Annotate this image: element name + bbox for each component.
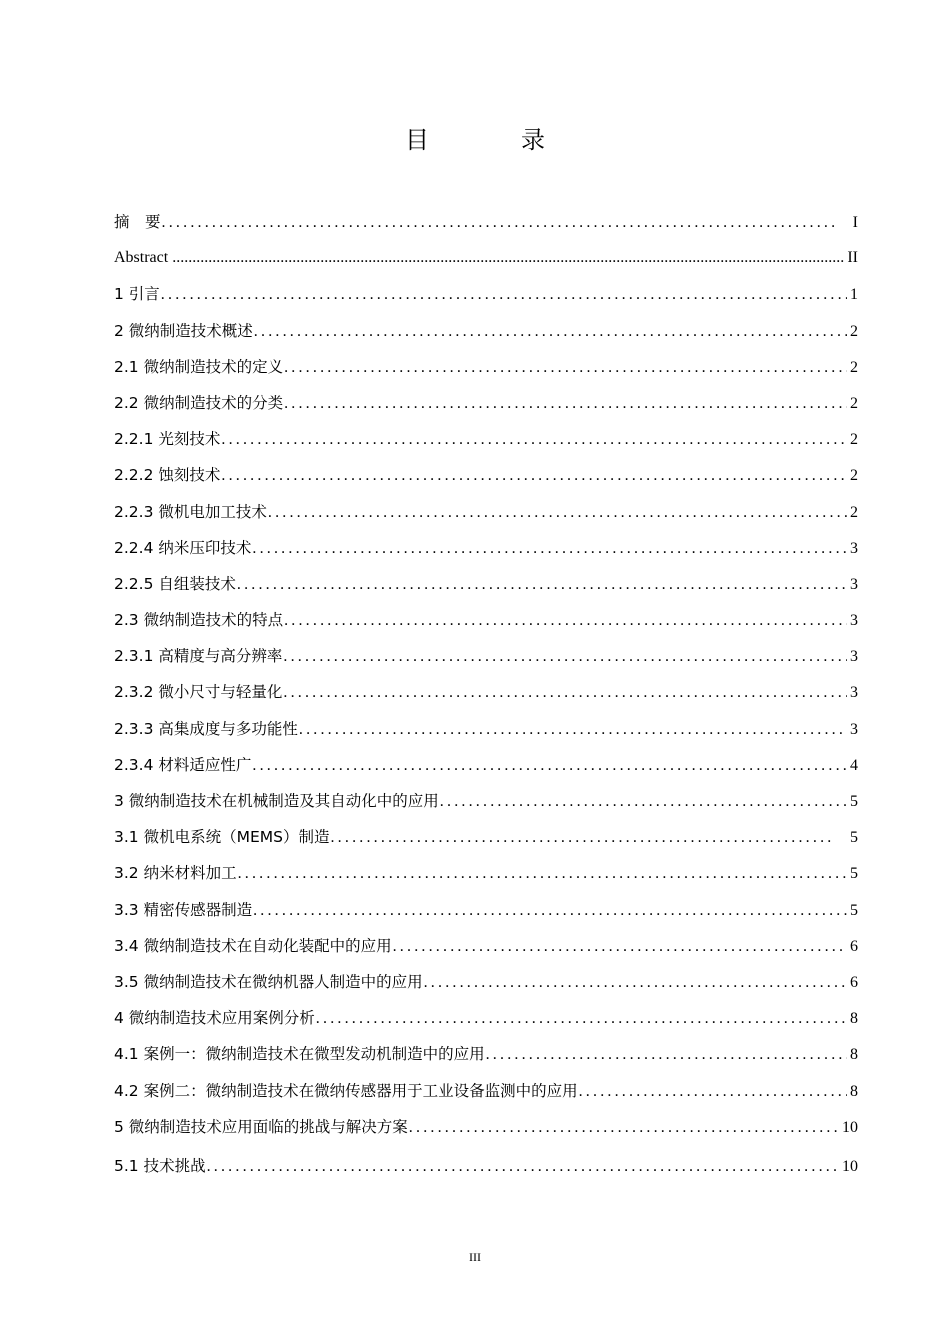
toc-entry-label: 2.2.3 微机电加工技术: [114, 502, 267, 521]
dot-leader: [252, 756, 847, 776]
dot-leader: [254, 322, 847, 342]
dot-leader: [284, 394, 847, 414]
toc-entry-page: 8: [850, 1010, 858, 1028]
toc-entry-label: 3.5 微纳制造技术在微纳机器人制造中的应用: [114, 972, 423, 991]
dot-leader: [440, 792, 847, 812]
toc-entry-page: 3: [850, 575, 858, 593]
toc-entry-label: Abstract: [114, 249, 169, 267]
toc-entry-page: 5: [850, 865, 858, 883]
toc-entry[interactable]: [114, 610, 858, 646]
toc-entry[interactable]: [114, 429, 858, 465]
toc-entry[interactable]: [114, 574, 858, 610]
toc-entry-page: 10: [842, 1118, 858, 1136]
toc-entry[interactable]: [114, 900, 858, 936]
toc-title: 目 录: [405, 126, 579, 154]
toc-entry-label: 2.3.2 微小尺寸与轻量化: [114, 683, 283, 702]
toc-entry-label: 2.1 微纳制造技术的定义: [114, 357, 284, 376]
dot-leader: [393, 937, 847, 957]
dot-leader: [221, 430, 847, 450]
toc-entry[interactable]: [114, 321, 858, 357]
toc-entry-label: 3.2 纳米材料加工: [114, 864, 237, 883]
toc-entry-label: 5.1 技术挑战: [114, 1156, 206, 1175]
toc-entry-page: 3: [850, 539, 858, 557]
dot-leader: [161, 285, 847, 305]
toc-entry-page: 3: [850, 720, 858, 738]
page-number: III: [469, 1250, 481, 1264]
toc-entry-page: 3: [850, 684, 858, 702]
toc-entry-page: 2: [850, 431, 858, 449]
toc-entry[interactable]: [114, 1008, 858, 1044]
toc-entry-label: 2.3.3 高集成度与多功能性: [114, 719, 298, 738]
toc-entry-label: 2.3 微纳制造技术的特点: [114, 611, 284, 630]
toc-entry-label: 2.2.2 蚀刻技术: [114, 466, 221, 485]
dot-leader: [252, 539, 847, 559]
toc-entry[interactable]: [114, 791, 858, 827]
dot-leader: [283, 683, 847, 703]
toc-entry-abstract-cn[interactable]: [114, 212, 858, 248]
dot-leader: [253, 901, 847, 921]
toc-entry[interactable]: [114, 502, 858, 538]
toc-entry[interactable]: [114, 1156, 858, 1192]
toc-entry[interactable]: [114, 755, 858, 791]
toc-entry-page: 3: [850, 612, 858, 630]
toc-entry-label: 3 微纳制造技术在机械制造及其自动化中的应用: [114, 792, 439, 810]
toc-entry[interactable]: [114, 284, 858, 320]
dot-leader: [284, 358, 847, 378]
dot-leader: [221, 466, 847, 486]
toc-entry-page: 8: [850, 1082, 858, 1100]
toc-entry-label: 4.2 案例二：微纳制造技术在微纳传感器用于工业设备监测中的应用: [114, 1081, 578, 1100]
toc-entry[interactable]: [114, 719, 858, 755]
toc-entry-label: 2.2 微纳制造技术的分类: [114, 393, 284, 412]
toc-entry-page: 3: [850, 648, 858, 666]
toc-entry-page: 5: [850, 901, 858, 919]
dot-leader: [299, 720, 847, 740]
toc-entry[interactable]: [114, 863, 858, 899]
toc-entry[interactable]: [114, 936, 858, 972]
dot-leader: [283, 647, 847, 667]
dot-leader: [284, 611, 847, 631]
toc-entry-page: 5: [850, 829, 858, 847]
toc-entry[interactable]: [114, 538, 858, 574]
toc-entry-page: 6: [850, 937, 858, 955]
dot-leader: [424, 973, 847, 993]
toc-entry-label: 2 微纳制造技术概述: [114, 321, 253, 340]
toc-entry-page: I: [852, 214, 858, 231]
toc-entry-label: 2.3.4 材料适应性广: [114, 755, 252, 774]
toc-entry[interactable]: [114, 393, 858, 429]
toc-entry-page: II: [847, 249, 858, 267]
toc-entry[interactable]: [114, 465, 858, 501]
dot-leader: [207, 1157, 839, 1177]
toc-entry[interactable]: [114, 1044, 858, 1080]
toc-entry-label: 5 微纳制造技术应用面临的挑战与解决方案: [114, 1117, 408, 1136]
dot-leader: [579, 1082, 847, 1102]
dot-leader: [238, 864, 847, 884]
dot-leader: [409, 1118, 839, 1138]
toc-entry-label: 2.2.5 自组装技术: [114, 574, 236, 593]
toc-entry-label: 3.3 精密传感器制造: [114, 900, 253, 919]
toc-entry-label: 3.1 微机电系统（MEMS）制造: [114, 828, 330, 847]
dot-leader: [172, 248, 845, 268]
toc-entry[interactable]: [114, 1081, 858, 1117]
toc-entry-page: 10: [842, 1157, 858, 1175]
toc-entry[interactable]: [114, 827, 858, 863]
dot-leader: [316, 1009, 847, 1029]
toc-entry[interactable]: [114, 682, 858, 718]
toc-entry-page: 5: [850, 793, 858, 810]
toc-entry-abstract-en[interactable]: [114, 248, 858, 284]
toc-entry-page: 2: [850, 358, 858, 376]
dot-leader: [330, 828, 833, 848]
dot-leader: [237, 575, 847, 595]
toc-entry[interactable]: [114, 646, 858, 682]
toc-entry-label: 2.3.1 高精度与高分辨率: [114, 647, 283, 666]
toc-entry[interactable]: [114, 1117, 858, 1153]
toc-entry[interactable]: [114, 357, 858, 393]
toc-entry-label: 2.2.1 光刻技术: [114, 430, 221, 449]
toc-entry-label: 1 引言: [114, 285, 160, 304]
table-of-contents: [114, 212, 858, 1192]
toc-entry-label: 3.4 微纳制造技术在自动化装配中的应用: [114, 936, 392, 955]
toc-entry-page: 8: [850, 1046, 858, 1064]
toc-entry[interactable]: [114, 972, 858, 1008]
dot-leader: [268, 503, 847, 523]
dot-leader: [162, 213, 836, 233]
toc-entry-page: 2: [850, 467, 858, 485]
dot-leader: [486, 1045, 847, 1065]
toc-entry-page: 2: [850, 322, 858, 340]
toc-entry-page: 6: [850, 973, 858, 991]
toc-entry-page: 2: [850, 394, 858, 412]
toc-entry-page: 1: [850, 286, 858, 304]
toc-entry-label: 2.2.4 纳米压印技术: [114, 538, 252, 557]
toc-entry-label: 4 微纳制造技术应用案例分析: [114, 1009, 315, 1028]
toc-entry-label: 摘 要: [114, 213, 161, 231]
toc-entry-page: 2: [850, 503, 858, 521]
toc-entry-page: 4: [850, 756, 858, 774]
toc-entry-label: 4.1 案例一：微纳制造技术在微型发动机制造中的应用: [114, 1045, 485, 1064]
